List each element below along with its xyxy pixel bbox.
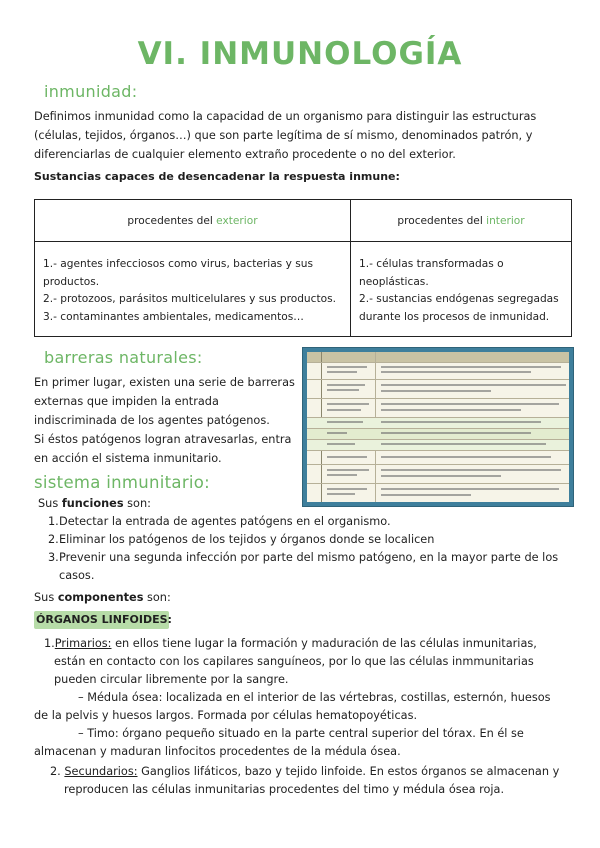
text-line: – Timo: órgano pequeño situado en la parte central superior del tórax. En él se [78,727,524,740]
funciones-intro [38,494,151,513]
text-line: en acción el sistema inmunitario. [34,452,222,465]
text-line: diferenciarlas de cualquier elemento extraño procedente o no del exterior. [34,148,456,161]
sustancias-table [34,199,572,337]
list-item [48,531,578,549]
header-text: procedentes del [397,214,487,227]
heading-inmunidad: inmunidad: [44,82,138,101]
text-line: En primer lugar, existen una serie de barreras [34,376,295,389]
definition-paragraph [34,107,574,164]
intro-text: son: [143,591,171,604]
list-item [48,549,578,585]
heading-barreras: barreras naturales: [44,348,203,367]
intro-text: Sus [38,497,62,510]
text-line: de la pelvis y huesos largos. Formada por células hematopoyéticas. [34,709,418,722]
table-header-interior [351,200,572,242]
secundarios-block [50,763,590,799]
page-title: VI. INMUNOLOGÍA [137,36,463,72]
cell-line: 2.- sustancias endógenas segregadas [359,293,559,305]
table-cell-interior [351,242,572,337]
text-line: almacenan y maduran linfocitos procedentes de la médula ósea. [34,745,401,758]
secundarios-first-line [50,763,590,781]
cell-line: productos. [43,275,100,288]
list-text: reproducen las células inmunitarias procedentes del timo y médula ósea roja. [64,783,505,796]
cell-line: 3.- contaminantes ambientales, medicamentos… [43,310,304,323]
table-header-exterior [35,200,351,242]
list-number: 1. [44,637,55,650]
list-text: casos. [59,569,95,582]
organos-linfoides-label: ÓRGANOS LINFOIDES: [36,613,172,626]
list-text: Prevenir una segunda infección por parte del mismo patógeno, en la mayor parte de los [59,551,559,564]
list-text: en ellos tiene lugar la formación y maduración de las células inmunitarias, [111,637,537,650]
list-number: 3. [48,551,59,564]
text-line: – Médula ósea: localizada en el interior de las vértebras, costillas, esternón, huesos [78,691,551,704]
primarios-label: Primarios: [54,637,112,650]
header-highlight: exterior [216,214,258,227]
header-text: procedentes del [127,214,217,227]
funciones-list [48,513,578,585]
list-text: Eliminar los patógenos de los tejidos y órganos donde se localicen [59,533,435,546]
cell-line: 2.- protozoos, parásitos multicelulares y sus productos. [43,293,336,305]
componentes-intro [34,588,171,607]
list-text: pueden circular libremente por la sangre. [54,673,289,686]
table-cell-exterior [35,242,351,337]
secundarios-label: Secundarios: [64,765,138,778]
list-number: 1. [48,515,59,528]
cell-line: 1.- células transformadas o [359,258,504,270]
text-line: Si éstos patógenos logran atravesarlas, entra [34,433,292,446]
intro-text: son: [123,497,151,510]
primarios-block [44,635,584,689]
text-line: (células, tejidos, órganos…) que son parte legítima de sí mismo, denominados patrón, y [34,129,533,142]
cell-line: neoplásticas. [359,275,429,288]
heading-sistema: sistema inmunitario: [34,473,211,492]
primarios-first-line [44,635,584,653]
intro-text: Sus [34,591,58,604]
medula-osea-block [34,689,584,725]
barreras-paragraph [34,373,299,468]
cell-line: 1.- agentes infecciosos como virus, bacterias y sus [43,258,313,270]
text-line: indiscriminada de los agentes patógenos. [34,414,270,427]
list-text: Ganglios lifáticos, bazo y tejido linfoide. En estos órganos se almacenan y [137,765,560,778]
subtitle-sustancias: Sustancias capaces de desencadenar la respuesta inmune: [34,170,400,183]
header-highlight: interior [486,214,525,227]
cell-line: durante los procesos de inmunidad. [359,310,550,323]
list-item [48,513,578,531]
timo-block [34,725,584,761]
list-number: 2. [48,533,59,546]
list-text: Detectar la entrada de agentes patógens en el organismo. [59,515,391,528]
intro-bold: componentes [57,591,144,604]
list-text: están en contacto con los capilares sanguíneos, por lo que las células inmmunitarias [54,655,534,668]
list-number: 2. [50,765,61,778]
barreras-table-image [302,347,574,507]
text-line: Definimos inmunidad como la capacidad de un organismo para distinguir las estructuras [34,110,537,123]
text-line: externas que impiden la entrada [34,395,219,408]
intro-bold: funciones [61,497,124,510]
